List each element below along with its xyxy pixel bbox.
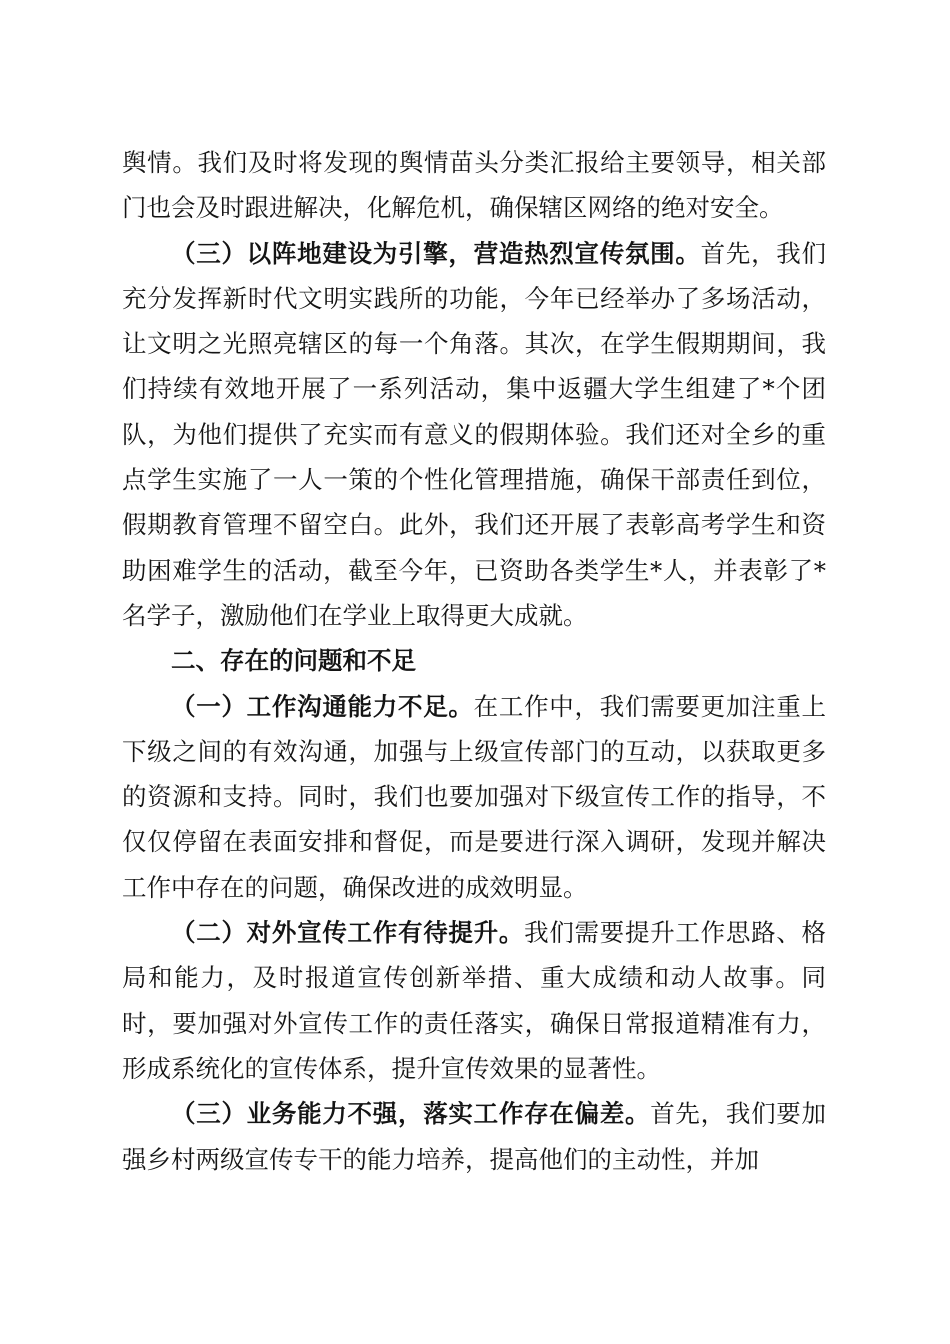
document-body: [122, 140, 826, 1182]
paragraph-communication: [122, 684, 826, 910]
paragraph-lead: （一）工作沟通能力不足。: [171, 691, 474, 721]
paragraph-position-building: [122, 231, 826, 639]
paragraph-lead: （三）以阵地建设为引擎，营造热烈宣传氛围。: [171, 238, 701, 268]
paragraph-text: 首先，我们要加强乡村两级宣传专干的能力培养，提高他们的主动性，并加: [122, 1099, 827, 1174]
paragraph-public-opinion-continuation: [122, 140, 826, 231]
section-heading-problems: 二、存在的问题和不足: [171, 646, 416, 676]
paragraph-text: 首先，我们充分发挥新时代文明实践所的功能，今年已经举办了多场活动，让文明之光照亮辖区的每一个角落。其次，在学生假期期间，我们持续有效地开展了一系列活动，集中返疆大学生组建了*个团队，为他们提供了充实而有意义的假期体验。我们还对全乡的重点学生实施了一人一策的个性化管理措施，确保干部责任到位，假期教育管理不留空白。此外，我们还开展了表彰高考学生和资助困难学生的活动，截至今年，已资助各类学生*人，并表彰了*名学子，激励他们在学业上取得更大成就。: [122, 238, 827, 630]
paragraph-text: 我们需要提升工作思路、格局和能力，及时报道宣传创新举措、重大成绩和动人故事。同时，要加强对外宣传工作的责任落实，确保日常报道精准有力，形成系统化的宣传体系，提升宣传效果的显著性。: [122, 918, 827, 1083]
paragraph-business-ability: [122, 1091, 826, 1182]
paragraph-lead: （三）业务能力不强，落实工作存在偏差。: [171, 1099, 651, 1129]
paragraph-external-publicity: [122, 910, 826, 1091]
paragraph-lead: （二）对外宣传工作有待提升。: [171, 918, 525, 948]
paragraph-text: 舆情。我们及时将发现的舆情苗头分类汇报给主要领导，相关部门也会及时跟进解决，化解危机，确保辖区网络的绝对安全。: [122, 148, 826, 223]
paragraph-text: 在工作中，我们需要更加注重上下级之间的有效沟通，加强与上级宣传部门的互动，以获取更多的资源和支持。同时，我们也要加强对下级宣传工作的指导，不仅仅停留在表面安排和督促，而是要进行深入调研，发现并解决工作中存在的问题，确保改进的成效明显。: [122, 691, 826, 902]
